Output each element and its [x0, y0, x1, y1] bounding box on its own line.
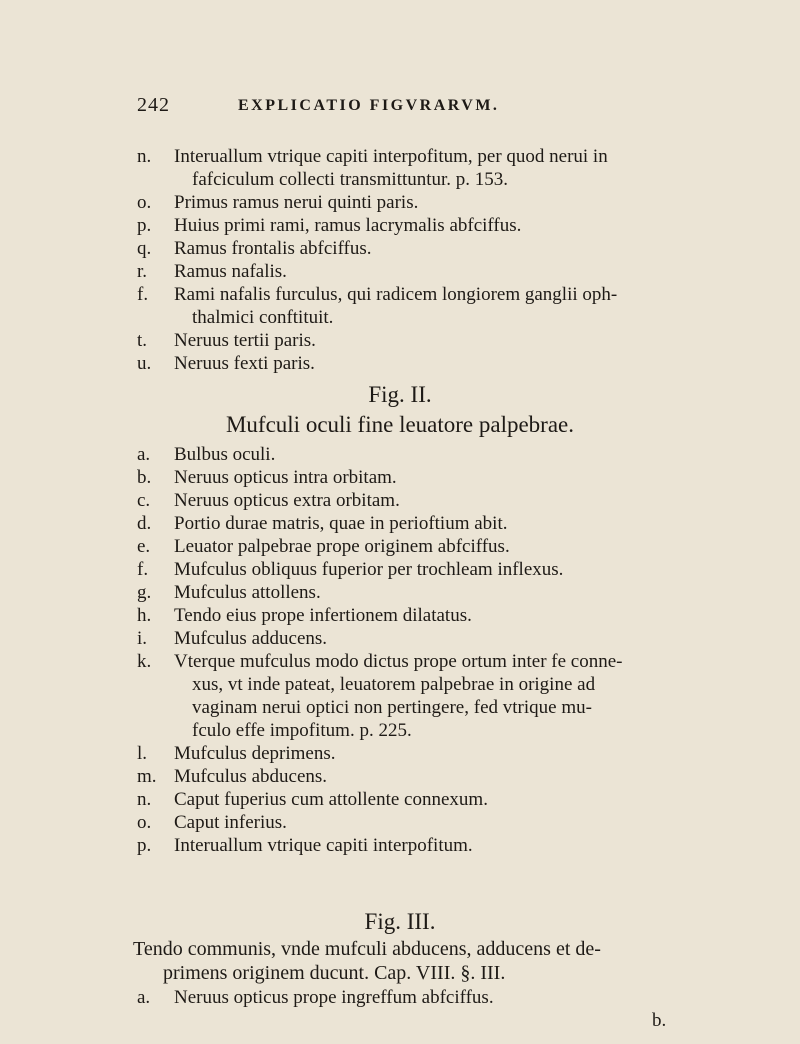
entry-text: [174, 604, 472, 627]
entry-text: [174, 191, 418, 214]
entry-line: Neruus opticus intra orbitam.: [174, 467, 397, 488]
running-head: EXPLICATIO FIGVRARVM.: [238, 97, 500, 114]
entry-line: Interuallum vtrique capiti interpofitum.: [174, 835, 473, 856]
entry-text: [174, 581, 321, 604]
entry-letter: m.: [137, 766, 157, 787]
fig3-title: Fig. III.: [364, 909, 436, 934]
entry-letter: h.: [137, 605, 152, 626]
entry-letter: n.: [137, 146, 152, 167]
entry-text: [174, 627, 327, 650]
legend-entry: [137, 352, 697, 375]
legend-entry: [137, 788, 697, 811]
entry-line: Mufculus obliquus fuperior per trochleam inflexus.: [174, 559, 564, 580]
entry-line: vaginam nerui optici non pertingere, fed vtrique mu-: [192, 697, 592, 718]
entry-line: Neruus tertii paris.: [174, 330, 316, 351]
entry-line: Neruus opticus extra orbitam.: [174, 490, 400, 511]
entry-line: fafciculum collecti transmittuntur. p. 153.: [192, 169, 509, 190]
entry-line: Bulbus oculi.: [174, 444, 276, 465]
entry-letter: e.: [137, 536, 151, 557]
legend-entry: [137, 558, 697, 581]
legend-entry: [137, 742, 697, 765]
legend-entry: [137, 627, 697, 650]
entry-letter: o.: [137, 812, 152, 833]
entry-letter: a.: [137, 444, 151, 465]
entry-text: [174, 260, 287, 283]
entry-text: [174, 558, 563, 581]
legend-entry: [137, 191, 697, 214]
entry-text: [174, 788, 488, 811]
entry-text: [174, 811, 287, 834]
entry-text: [174, 512, 507, 535]
entry-line: Caput inferius.: [174, 812, 287, 833]
entry-text: [174, 237, 372, 260]
entry-text: [174, 214, 521, 237]
entry-letter: r.: [137, 261, 148, 282]
entry-text: [174, 535, 510, 558]
fig3-line-1: Tendo communis, vnde mufculi abducens, adducens et de-: [133, 938, 601, 960]
entry-line: Mufculus deprimens.: [174, 743, 336, 764]
entry-letter: p.: [137, 835, 152, 856]
entry-text: [174, 145, 608, 191]
entry-text: [174, 329, 316, 352]
fig2-subtitle: Mufculi oculi fine leuatore palpebrae.: [225, 412, 575, 437]
entry-line: Interuallum vtrique capiti interpofitum, per quod nerui in: [174, 146, 608, 167]
entry-line: Leuator palpebrae prope originem abfciffus.: [174, 536, 510, 557]
entry-line: Ramus nafalis.: [174, 261, 287, 282]
entry-line: Mufculus abducens.: [174, 766, 328, 787]
entry-letter: p.: [137, 215, 152, 236]
legend-entry: [137, 283, 697, 329]
entry-text: [174, 834, 473, 857]
catchword: b.: [652, 1010, 667, 1031]
entry-text: [174, 466, 397, 489]
legend-entry: [137, 834, 697, 857]
legend-entry: [137, 260, 697, 283]
legend-entry: [137, 489, 697, 512]
legend-entry: [137, 535, 697, 558]
legend-entry: [137, 581, 697, 604]
entry-text: [174, 283, 617, 329]
legend-entry: [137, 650, 697, 742]
legend-entry: [137, 466, 697, 489]
entry-letter: l.: [137, 743, 148, 764]
entry-letter: b.: [137, 467, 152, 488]
entry-line: Neruus fexti paris.: [174, 353, 315, 374]
entry-text: [174, 765, 327, 788]
entry-line: Huius primi rami, ramus lacrymalis abfciffus.: [174, 215, 522, 236]
entry-letter: g.: [137, 582, 152, 603]
entry-text: [174, 352, 315, 375]
entry-letter: u.: [137, 353, 152, 374]
entry-letter: i.: [137, 628, 148, 649]
entry-letter: f.: [137, 559, 149, 580]
entry-letter: n.: [137, 789, 152, 810]
entry-letter: c.: [137, 490, 151, 511]
entry-line: fculo effe impofitum. p. 225.: [192, 720, 412, 741]
legend-entry: [137, 237, 697, 260]
fig3-line-2: primens originem ducunt. Cap. VIII. §. III.: [163, 962, 506, 984]
page-header: [137, 94, 697, 118]
entry-line: Ramus frontalis abfciffus.: [174, 238, 372, 259]
legend-entry: [137, 329, 697, 352]
entry-letter: t.: [137, 330, 148, 351]
page-number: 242: [137, 94, 170, 116]
entry-text: [174, 650, 623, 742]
entry-line: thalmici conftituit.: [192, 307, 334, 328]
legend-entry: [137, 443, 697, 466]
entry-letter: f.: [137, 284, 149, 305]
legend-entry: [137, 765, 697, 788]
entry-line: Rami nafalis furculus, qui radicem longiorem ganglii oph-: [174, 284, 618, 305]
fig2-title: Fig. II.: [368, 382, 432, 407]
entry-line: Tendo eius prope infertionem dilatatus.: [174, 605, 472, 626]
entry-line: xus, vt inde pateat, leuatorem palpebrae in origine ad: [192, 674, 596, 695]
entry-letter: q.: [137, 238, 152, 259]
entry-line: Caput fuperius cum attollente connexum.: [174, 789, 488, 810]
entry-line: Mufculus attollens.: [174, 582, 321, 603]
legend-entry: [137, 604, 697, 627]
entry-line: Primus ramus nerui quinti paris.: [174, 192, 419, 213]
entry-line: Mufculus adducens.: [174, 628, 328, 649]
entry-text: [174, 443, 275, 466]
entry-line: Vterque mufculus modo dictus prope ortum inter fe conne-: [174, 651, 623, 672]
entry-letter: o.: [137, 192, 152, 213]
entry-text: [174, 489, 400, 512]
entry-text: [174, 742, 335, 765]
legend-entry: [137, 214, 697, 237]
legend-entry: [137, 145, 697, 191]
legend-entry: [137, 811, 697, 834]
entry-text: Neruus opticus prope ingreffum abfciffus.: [174, 987, 494, 1008]
entry-letter: a.: [137, 987, 151, 1008]
entry-line: Portio durae matris, quae in perioftium abit.: [174, 513, 508, 534]
legend-entry: [137, 512, 697, 535]
entry-letter: d.: [137, 513, 152, 534]
entry-letter: k.: [137, 651, 152, 672]
